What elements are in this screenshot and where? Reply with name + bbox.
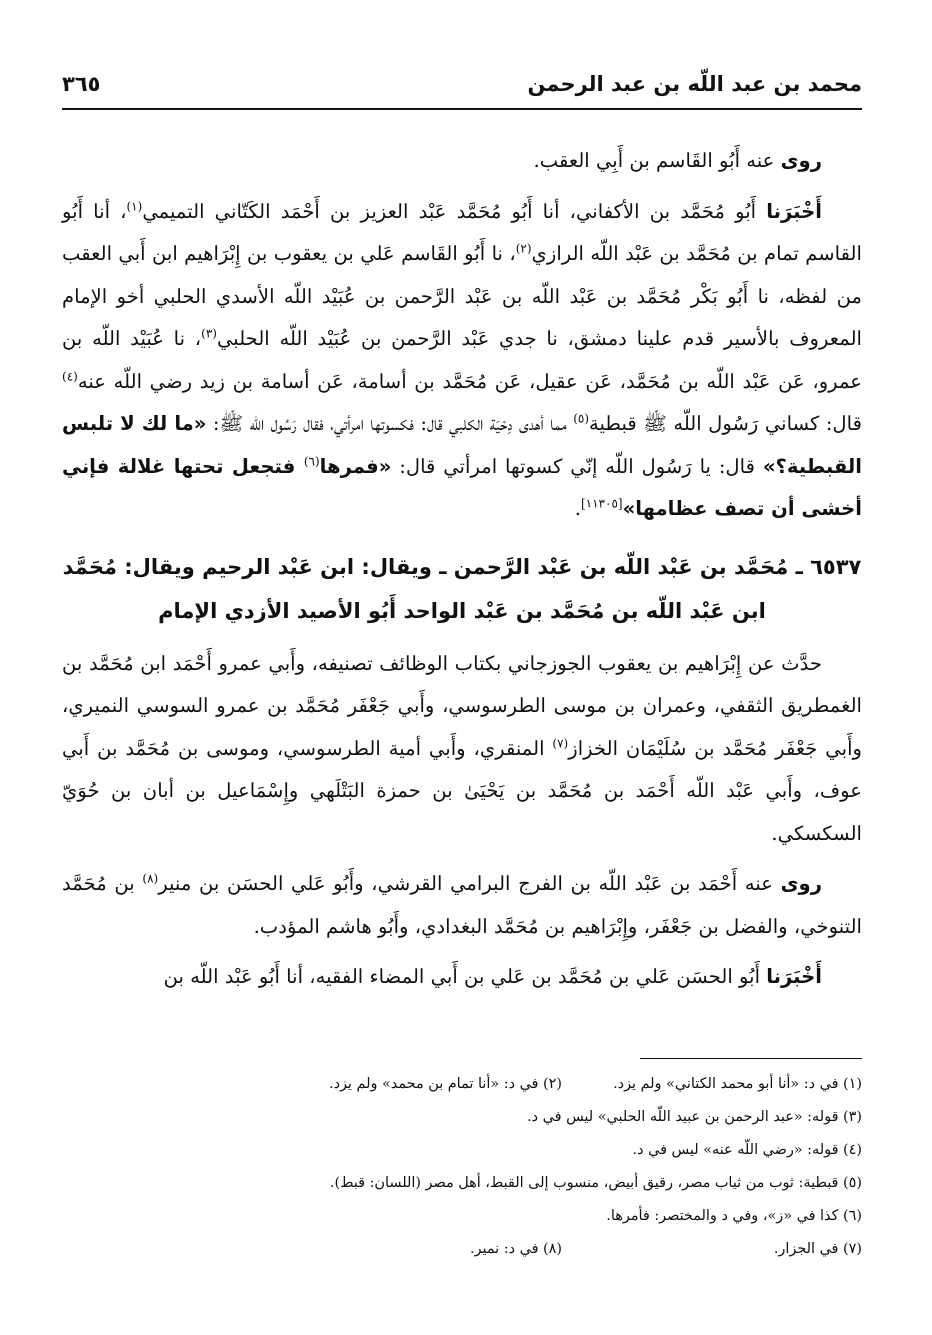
footnote-6: (٦) كذا في «ز»، وفي د والمختصر: فأمرها. xyxy=(606,1208,862,1224)
footnote-row xyxy=(150,1134,862,1167)
footnote-5: (٥) قبطية: ثوب من ثياب مصر، رقيق أبيض، منسوب إلى القبط، أهل مصر (اللسان: قبط). xyxy=(329,1175,862,1191)
footnote-8: (٨) في د: نمير. xyxy=(469,1241,562,1257)
entry-heading-line2: ابن عَبْد اللّه بن مُحَمَّد بن عَبْد الواحد أَبُو الأصيد الأزدي الإمام xyxy=(158,598,766,623)
note-ref-2[interactable]: (٢) xyxy=(515,241,532,256)
keyword-rawa: روى xyxy=(780,149,822,172)
footnote-rule xyxy=(640,1058,862,1059)
hadith-quote-1: «ما لك لا تلبس القبطية؟» xyxy=(62,412,863,478)
paragraph-2: أَخْبَرَنا أَبُو مُحَمَّد بن الأكفاني، أنا أَبُو مُحَمَّد عَبْد العزيز بن أَحْمَد الكَتّاني التميمي$^{(١)}$، أنا أَبُو القاسم تمام بن مُحَمَّد بن عَبْد اللّه الرازي$^{(٢)}$، نا أَبُو القَاسم عَلي بن يعقوب بن إِبْرَاهيم ابن أَبي العقب من لفظه، نا أَبُو بَكْر مُحَمَّد بن عَبْد اللّه بن عَبْد الرَّحمن بن عُبَيْد اللّه الأسدي الحلبي أخو الإمام المعروف بالأسير قدم علينا دمشق، نا جدي عَبْد الرَّحمن بن عُبَيْد اللّه الحلبي$^{(٣)}$، نا عُبَيْد اللّه بن عمرو، عَن عَبْد اللّه بن مُحَمَّد، عَن عقيل، عَن مُحَمَّد بن أسامة، عَن أسامة بن زيد رضي اللّه عنه$^{(٤)}$ قال: كساني رَسُول اللّه ﷺ قبطية$^{(٥)}$ مما أهدى دِحْيَة الكلبي قال: فكسوتها امرأتي، فقال رَسُول اللّه ﷺ: «ما لك لا تلبس القبطية؟» قال: يا رَسُول اللّه إنّي كسوتها امرأتي قال: «فمرها$^{(٦)}$ فتجعل تحتها غلالة فإني أخشى أن تصف عظامها»[١١٣٠٥]. xyxy=(62,198,863,520)
keyword-akhbarana-2: أَخْبَرَنا xyxy=(766,965,822,988)
footnote-row xyxy=(150,1233,862,1266)
footnote-1: (١) في د: «أنا أبو محمد الكتاني» ولم يزد. xyxy=(613,1076,862,1092)
footnote-row xyxy=(150,1200,862,1233)
footnote-row xyxy=(150,1167,862,1200)
note-ref-5[interactable]: (٥) xyxy=(573,411,590,426)
hadith-quote-2b: فتجعل تحتها غلالة فإني أخشى أن تصف عظامها» xyxy=(62,454,862,520)
paragraph-4: روى عنه أَحْمَد بن عَبْد اللّه بن الفرج البرامي القرشي، وأَبُو عَلي الحسَن بن منير$^{(٨)}$ بن مُحَمَّد التنوخي، والفضل بن جَعْفَر، وإِبْرَاهيم بن مُحَمَّد البغدادي، وأَبُو هاشم المؤدب. xyxy=(62,871,862,938)
paragraph-3: حدَّث عن إِبْرَاهيم بن يعقوب الجوزجاني بكتاب الوظائف تصنيفه، وأَبي عمرو أَحْمَد ابن مُحَمَّد بن الغمطريق الثقفي، وعمران بن موسى الطرسوسي، وأَبي جَعْفَر مُحَمَّد بن عمرو السوسي النميري، وأَبي جَعْفَر مُحَمَّد بن سُلَيْمَان الخزاز$^{(٧)}$ المنقري، وأَبي أمية الطرسوسي، وموسى بن مُحَمَّد بن أَبي عوف، وأَبي عَبْد اللّه أَحْمَد بن مُحَمَّد بن يَحْيَىٰ بن حمزة البَتْلَهي وإِسْمَاعيل بن أبان بن حُوَيّ السكسكي. xyxy=(62,651,862,845)
hadith-reference: [١١٣٠٥] xyxy=(580,496,623,511)
note-ref-1[interactable]: (١) xyxy=(126,198,143,213)
note-ref-3[interactable]: (٣) xyxy=(201,326,217,341)
paragraph-5: أَخْبَرَنا أَبُو الحسَن عَلي بن مُحَمَّد بن عَلي بن أَبي المضاء الفقيه، أنا أَبُو عَبْد اللّه بن xyxy=(163,965,822,988)
main-text xyxy=(62,140,862,1007)
note-ref-8[interactable]: (٨) xyxy=(142,871,159,886)
hadith-quote-2a: «فمرها xyxy=(319,454,392,478)
footnote-7: (٧) في الجزار. xyxy=(773,1241,862,1257)
entry-heading-line1: ٦٥٣٧ ـ مُحَمَّد بن عَبْد اللّه بن عَبْد الرَّحمن ـ ويقال: ابن عَبْد الرحيم ويقال: مُحَمَّد xyxy=(62,554,862,579)
note-ref-4[interactable]: (٤) xyxy=(62,368,78,383)
keyword-akhbarana: أَخْبَرَنا xyxy=(766,199,823,223)
keyword-rawa-2: روى xyxy=(780,872,822,895)
footnote-4: (٤) قوله: «رضي اللّه عنه» ليس في د. xyxy=(632,1142,862,1158)
running-title: محمد بن عبد اللّه بن عبد الرحمن xyxy=(527,72,862,96)
note-ref-6[interactable]: (٦) xyxy=(303,453,320,468)
footnotes xyxy=(150,1068,862,1266)
footnote-2: (٢) في د: «أنا تمام بن محمد» ولم يزد. xyxy=(329,1076,562,1092)
note-ref-7[interactable]: (٧) xyxy=(552,735,569,750)
paragraph-1: روى عنه أَبُو القَاسم بن أَبِي العقب. xyxy=(533,149,822,172)
header-rule xyxy=(62,108,862,110)
entry-heading xyxy=(62,545,862,633)
footnote-row xyxy=(150,1068,862,1101)
footnote-row xyxy=(150,1101,862,1134)
running-header xyxy=(62,68,862,104)
page-number: ٣٦٥ xyxy=(62,72,101,96)
footnote-3: (٣) قوله: «عبد الرحمن بن عبيد اللّه الحلبي» ليس في د. xyxy=(527,1109,862,1125)
